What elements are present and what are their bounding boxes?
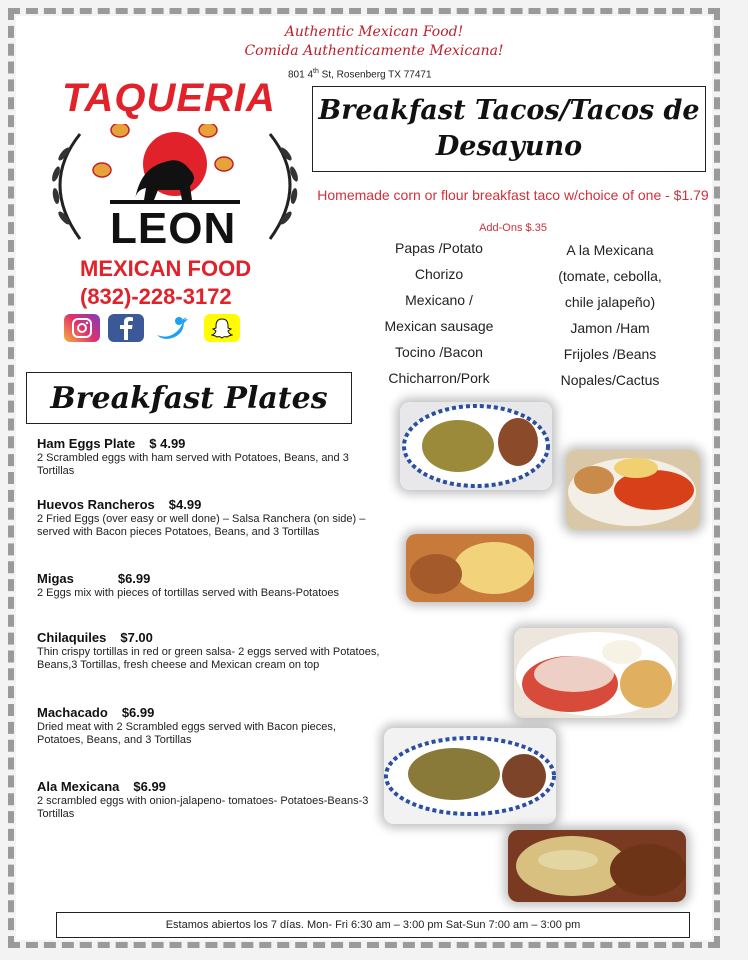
plate-price: $ 4.99 <box>149 436 186 451</box>
address: 801 4th St, Rosenberg TX 77471 <box>288 68 432 81</box>
tagline-spanish: Comida Authenticamente Mexicana! <box>244 43 504 59</box>
plate-name: Migas <box>37 571 74 586</box>
ham-eggs-photo <box>400 402 552 490</box>
taco-option: Chorizo <box>414 266 464 282</box>
taco-option: Chicharron/Pork <box>388 370 490 386</box>
taco-option: Papas /Potato <box>395 240 483 256</box>
plate-item <box>37 779 383 821</box>
hours-text: Estamos abiertos los 7 días. Mon- Fri 6:30 am – 3:00 pm Sat-Sun 7:00 am – 3:00 pm <box>165 919 581 931</box>
snapchat-icon[interactable] <box>204 314 240 342</box>
plate-price: $7.00 <box>120 630 153 645</box>
taco-option: (tomate, cebolla, <box>558 268 662 284</box>
plate-name: Chilaquiles <box>37 630 107 645</box>
taco-option: Jamon /Ham <box>570 320 650 336</box>
taco-addons: Add-Ons $.35 <box>479 222 547 234</box>
taco-options-right <box>540 237 680 393</box>
plates-title: Breakfast Plates <box>50 380 328 416</box>
taco-option: Nopales/Cactus <box>560 372 660 388</box>
instagram-icon[interactable] <box>64 314 100 342</box>
plate-description: 2 scrambled eggs with onion-jalapeno- tomatoes- Potatoes-Beans-3 Tortillas <box>37 795 369 820</box>
plate-name: Ham Eggs Plate <box>37 436 136 451</box>
taco-options-left <box>368 235 510 391</box>
plate-description: 2 Eggs mix with pieces of tortillas served with Beans-Potatoes <box>37 587 340 599</box>
taco-option: Frijoles /Beans <box>563 346 657 362</box>
tacos-title: Breakfast Tacos/Tacos de Desayuno <box>318 95 700 162</box>
tagline-english: Authentic Mexican Food! <box>284 24 464 40</box>
plate-item <box>37 436 383 478</box>
migas-photo <box>406 534 534 602</box>
taco-option: chile jalapeño) <box>564 294 656 310</box>
plate-item <box>37 705 383 747</box>
plate-price: $6.99 <box>121 705 155 720</box>
plates-heading-box <box>26 372 352 424</box>
plate-price: $4.99 <box>168 497 202 512</box>
plate-description: Thin crispy tortillas in red or green salsa- 2 eggs served with Potatoes, Beans,3 Tortillas, fresh cheese and Mexican cream on top <box>37 646 380 671</box>
plate-item <box>37 630 383 672</box>
taco-option: Mexican sausage <box>384 318 494 334</box>
plate-name: Machacado <box>37 705 108 720</box>
logo-taqueria: TAQUERIA <box>62 76 276 120</box>
tacos-heading-box <box>312 86 706 172</box>
plate-item <box>37 571 383 600</box>
plate-price: $6.99 <box>117 571 151 586</box>
plate-price: $6.99 <box>133 779 166 794</box>
logo-subtitle: MEXICAN FOOD <box>80 256 252 281</box>
taco-description: Homemade corn or flour breakfast taco w/choice of one - $1.79 <box>317 187 709 203</box>
plate-item <box>37 497 383 539</box>
phone-number: (832)-228-3172 <box>80 284 232 309</box>
huevos-rancheros-photo <box>566 450 700 530</box>
taco-option: Tocino /Bacon <box>395 344 483 360</box>
facebook-icon[interactable] <box>108 314 144 342</box>
plate-name: Huevos Rancheros <box>37 497 155 512</box>
plate-name: Ala Mexicana <box>37 779 120 794</box>
plate-description: 2 Scrambled eggs with ham served with Potatoes, Beans, and 3 Tortillas <box>37 452 349 477</box>
machacado-photo <box>384 728 556 824</box>
plate-description: 2 Fried Eggs (over easy or well done) – Salsa Ranchera (on side) – served with Bacon pieces Potatoes, Beans, and 3 Tortillas <box>37 513 366 538</box>
hours-footer <box>56 912 690 938</box>
plate-description: Dried meat with 2 Scrambled eggs served with Bacon pieces, Potatoes, Beans, and 3 Tortillas <box>37 721 336 746</box>
ala-mexicana-photo <box>508 830 686 902</box>
logo-leon: LEON <box>110 204 237 253</box>
taco-option: A la Mexicana <box>566 242 654 258</box>
taco-option: Mexicano / <box>405 292 473 308</box>
twitter-icon[interactable] <box>154 314 190 342</box>
chilaquiles-photo <box>514 628 678 718</box>
